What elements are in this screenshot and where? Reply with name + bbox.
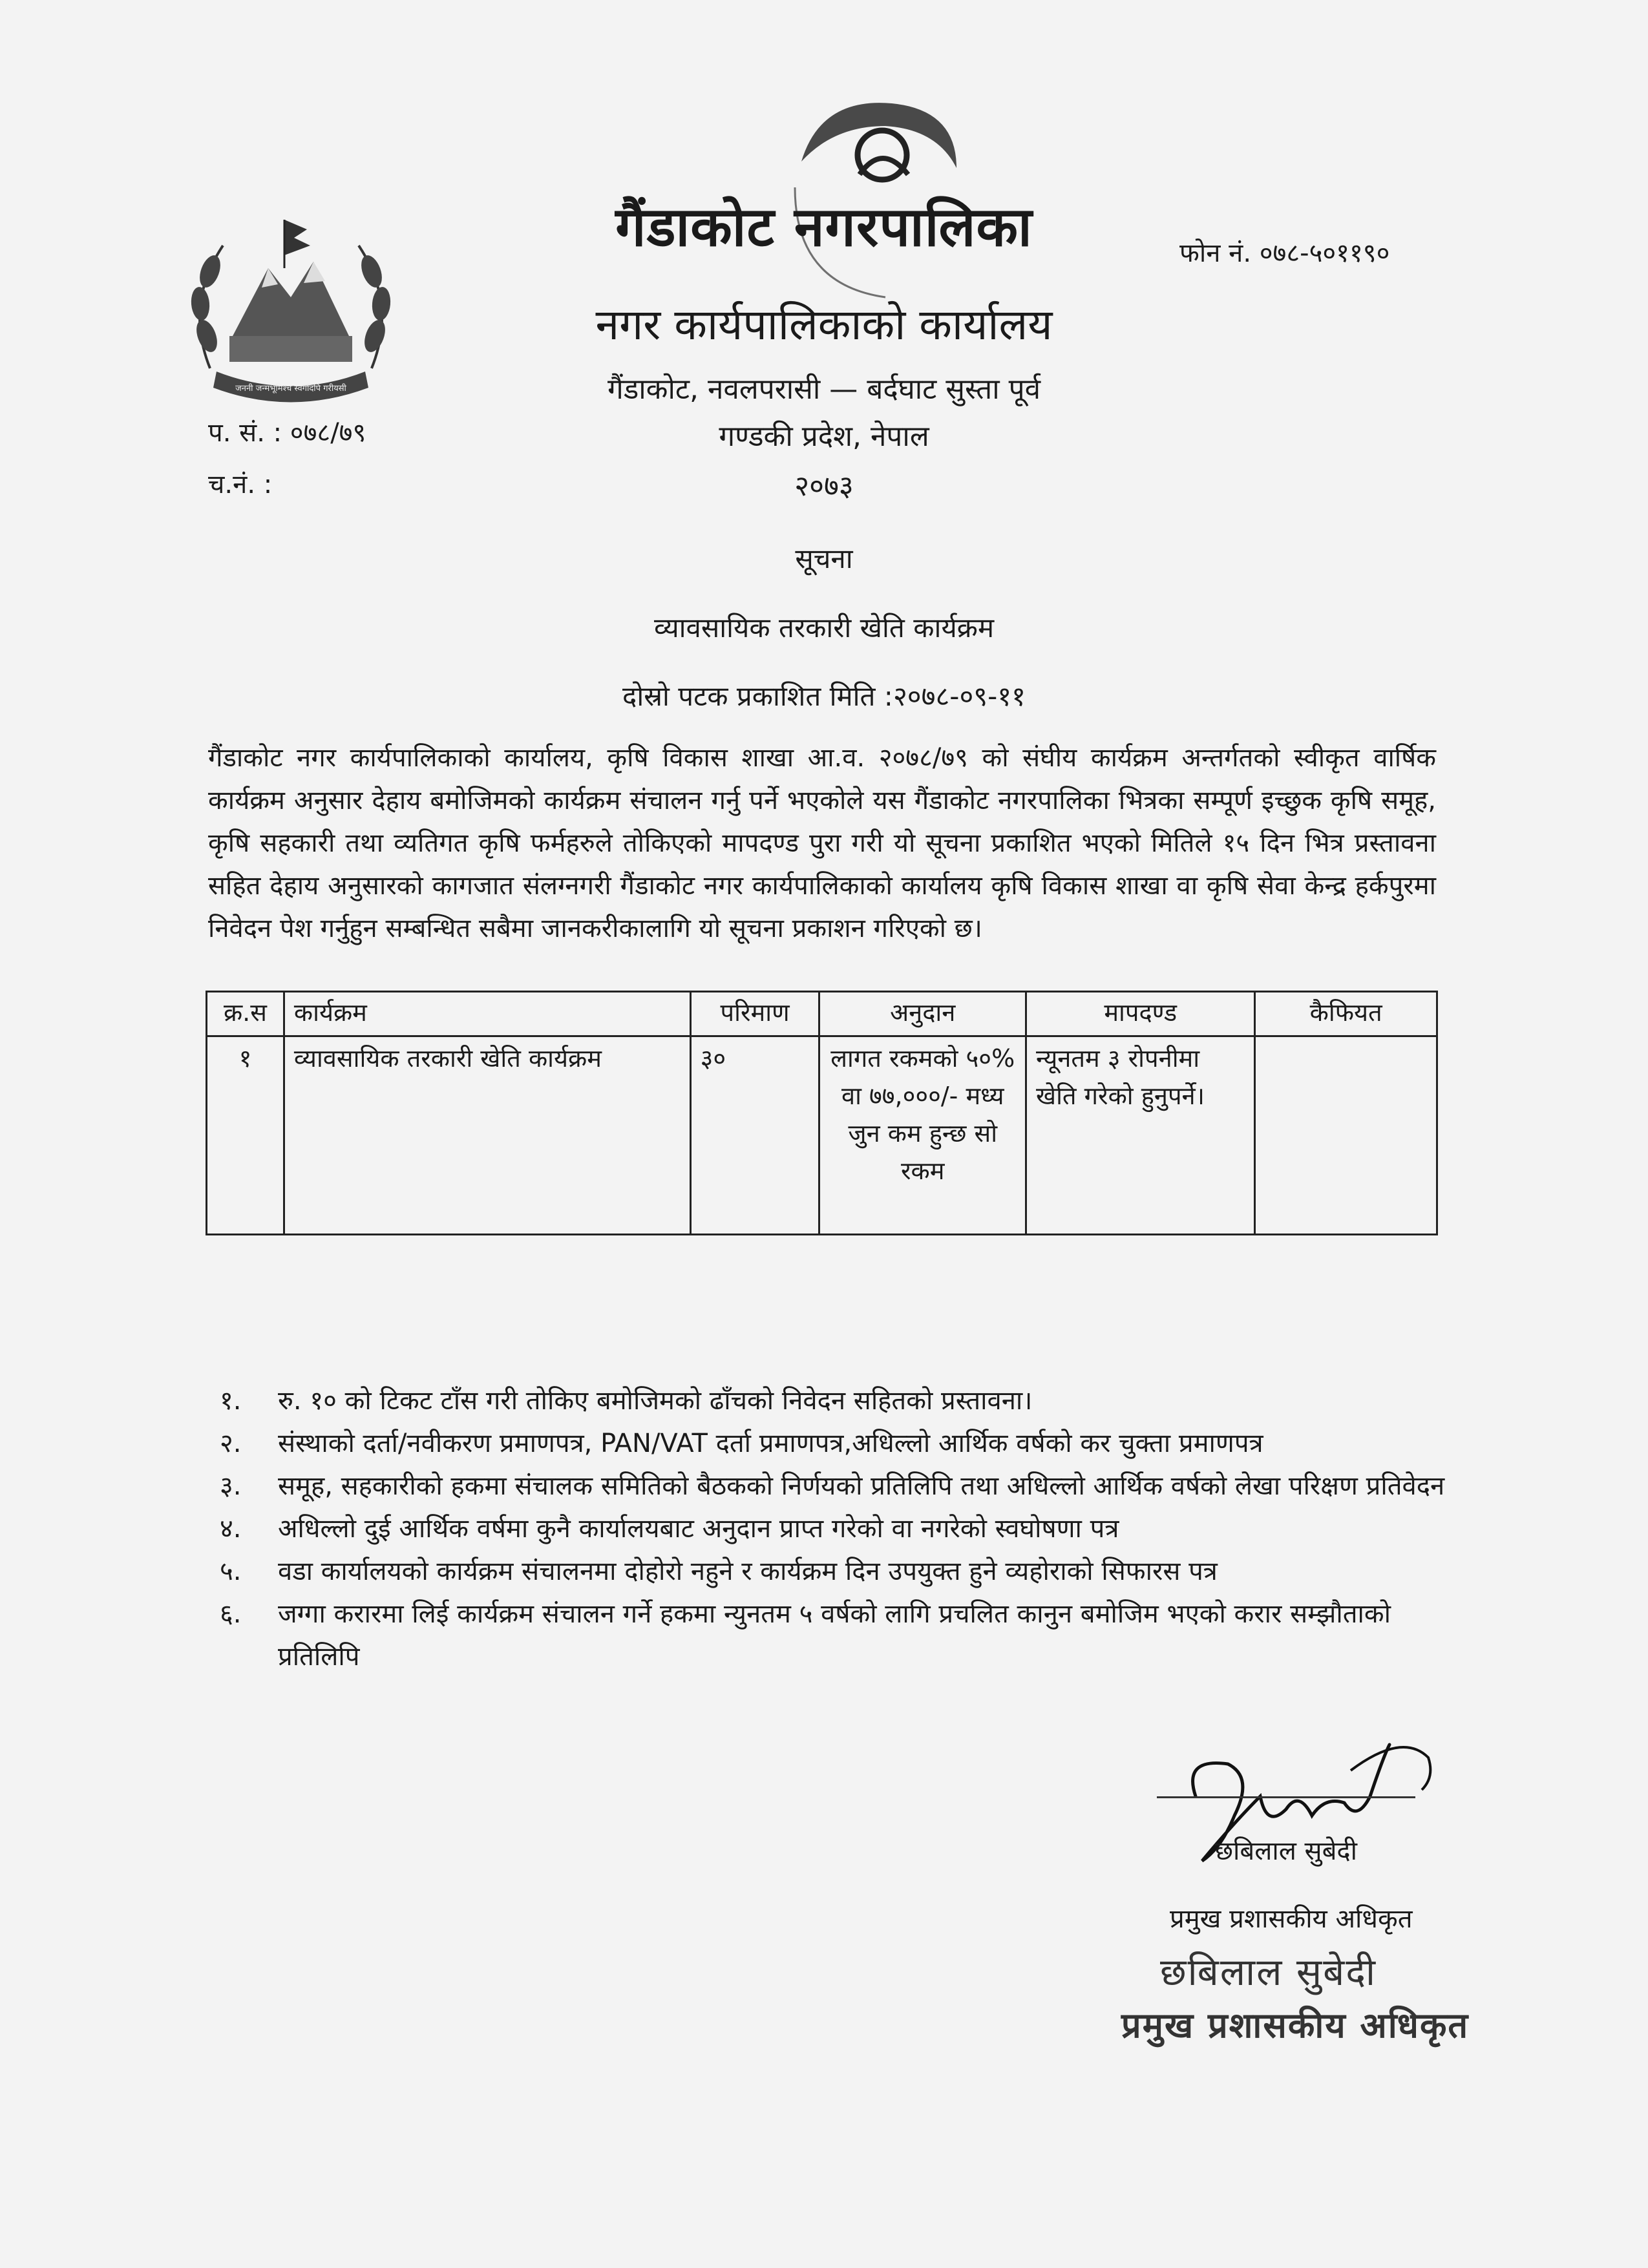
list-number: ६. [220,1599,242,1629]
program-table [206,991,1438,1235]
title-stamp: प्रमुख प्रशासकीय अधिकृत [1121,2005,1470,2046]
list-text: जग्गा करारमा लिई कार्यक्रम संचालन गर्ने हकमा न्युनतम ५ वर्षको लागि प्रचलित कानुन बमोजिम भएको करार सम्झौताको प्रतिलिपि [278,1599,1391,1672]
header-grant: अनुदान [819,992,1026,1036]
header-sn: क्र.स [207,992,284,1036]
cell-remarks [1255,1036,1437,1235]
table-header-row [207,992,1437,1036]
notice-heading: सूचना [795,543,853,574]
header-quantity: परिमाण [690,992,819,1036]
list-item [220,1465,1448,1507]
header-criteria: मापदण्ड [1026,992,1255,1036]
address-line-2: गण्डकी प्रदेश, नेपाल [719,420,929,453]
header-program: कार्यक्रम [284,992,690,1036]
list-item [220,1422,1448,1465]
cell-sn: १ [207,1036,284,1235]
program-title: व्यावसायिक तरकारी खेति कार्यक्रम [653,612,995,644]
cell-quantity: ३० [690,1036,819,1235]
list-item [220,1507,1448,1550]
municipality-title: गैंडाकोट नगरपालिका [615,195,1033,258]
list-text: वडा कार्यालयको कार्यक्रम संचालनमा दोहोरो नहुने र कार्यक्रम दिन उपयुक्त हुने व्यहोराको सिफारस पत्र [278,1557,1218,1586]
list-number: १. [220,1386,242,1416]
list-number: २. [220,1429,242,1458]
phone-number: फोन नं. ०७८-५०११९० [1179,238,1390,268]
table-row [207,1036,1437,1235]
list-item [220,1380,1448,1422]
list-number: ३. [220,1471,242,1501]
signatory-title: प्रमुख प्रशासकीय अधिकृत [1170,1904,1413,1934]
cell-grant: लागत रकमको ५०% वा ७७,०००/- मध्य जुन कम हुन्छ सो रकम [819,1036,1026,1235]
list-text: रु. १० को टिकट टाँस गरी तोकिए बमोजिमको ढाँचको निवेदन सहितको प्रस्तावना। [278,1386,1033,1416]
header-remarks: कैफियत [1255,992,1437,1036]
cell-program: व्यावसायिक तरकारी खेति कार्यक्रम [284,1036,690,1235]
list-number: ४. [220,1514,242,1544]
publish-date: दोस्रो पटक प्रकाशित मिति :२०७८-०९-११ [622,680,1026,712]
dispatch-number: च.नं. : [208,470,273,499]
requirements-list [220,1380,1448,1678]
emblem-motto: जननी जन्मभूमिश्च स्वर्गादपि गरीयसी [235,384,346,394]
list-text: अधिल्लो दुई आर्थिक वर्षमा कुनै कार्यालयबाट अनुदान प्राप्त गरेको वा नगरेको स्वघोषणा पत्र [278,1514,1119,1544]
office-subtitle: नगर कार्यपालिकाको कार्यालय [595,300,1053,350]
list-text: समूह, सहकारीको हकमा संचालक समितिको बैठकको निर्णयको प्रतिलिपि तथा अधिल्लो आर्थिक वर्षको लेखा परिक्षण प्रतिवेदन [278,1471,1445,1501]
list-item [220,1550,1448,1593]
notice-body: गैंडाकोट नगर कार्यपालिकाको कार्यालय, कृषि विकास शाखा आ.व. २०७८/७९ को संघीय कार्यक्रम अन्तर्गतको स्वीकृत वार्षिक कार्यक्रम अनुसार देहाय बमोजिमको कार्यक्रम संचालन गर्नु पर्ने भएकोले यस गैंडाकोट नगरपालिका भित्रका सम्पूर्ण इच्छुक कृषि समूह, कृषि सहकारी तथा व्यतिगत कृषि फर्महरुले तोकिएको मापदण्ड पुरा गरी यो सूचना प्रकाशित भएको मितिले १५ दिन भित्र प्रस्तावना सहित देहाय अनुसारको कागजात संलग्नगरी गैंडाकोट नगर कार्यपालिकाको कार्यालय कृषि विकास शाखा वा कृषि सेवा केन्द्र हर्कपुरमा निवेदन पेश गर्नुहुन सम्बन्धित सबैमा जानकरीकालागि यो सूचना प्रकाशन गरिएको छ। [208,743,1436,943]
establishment-year: २०७३ [794,470,854,503]
name-stamp: छबिलाल सुबेदी [1160,1950,1377,1994]
list-number: ५. [220,1557,242,1586]
address-line-1: गैंडाकोट, नवलपरासी — बर्दघाट सुस्ता पूर्व [607,373,1041,406]
signatory-name: छबिलाल सुबेदी [1215,1836,1358,1866]
list-text: संस्थाको दर्ता/नवीकरण प्रमाणपत्र, PAN/VAT दर्ता प्रमाणपत्र,अधिल्लो आर्थिक वर्षको कर चुक्ता प्रमाणपत्र [278,1429,1263,1458]
cell-criteria: न्यूनतम ३ रोपनीमा खेति गरेको हुनुपर्ने। [1026,1036,1255,1235]
list-item [220,1593,1448,1678]
reference-number: प. सं. : ०७८/७९ [208,418,366,448]
signature-line [1157,1796,1415,1798]
